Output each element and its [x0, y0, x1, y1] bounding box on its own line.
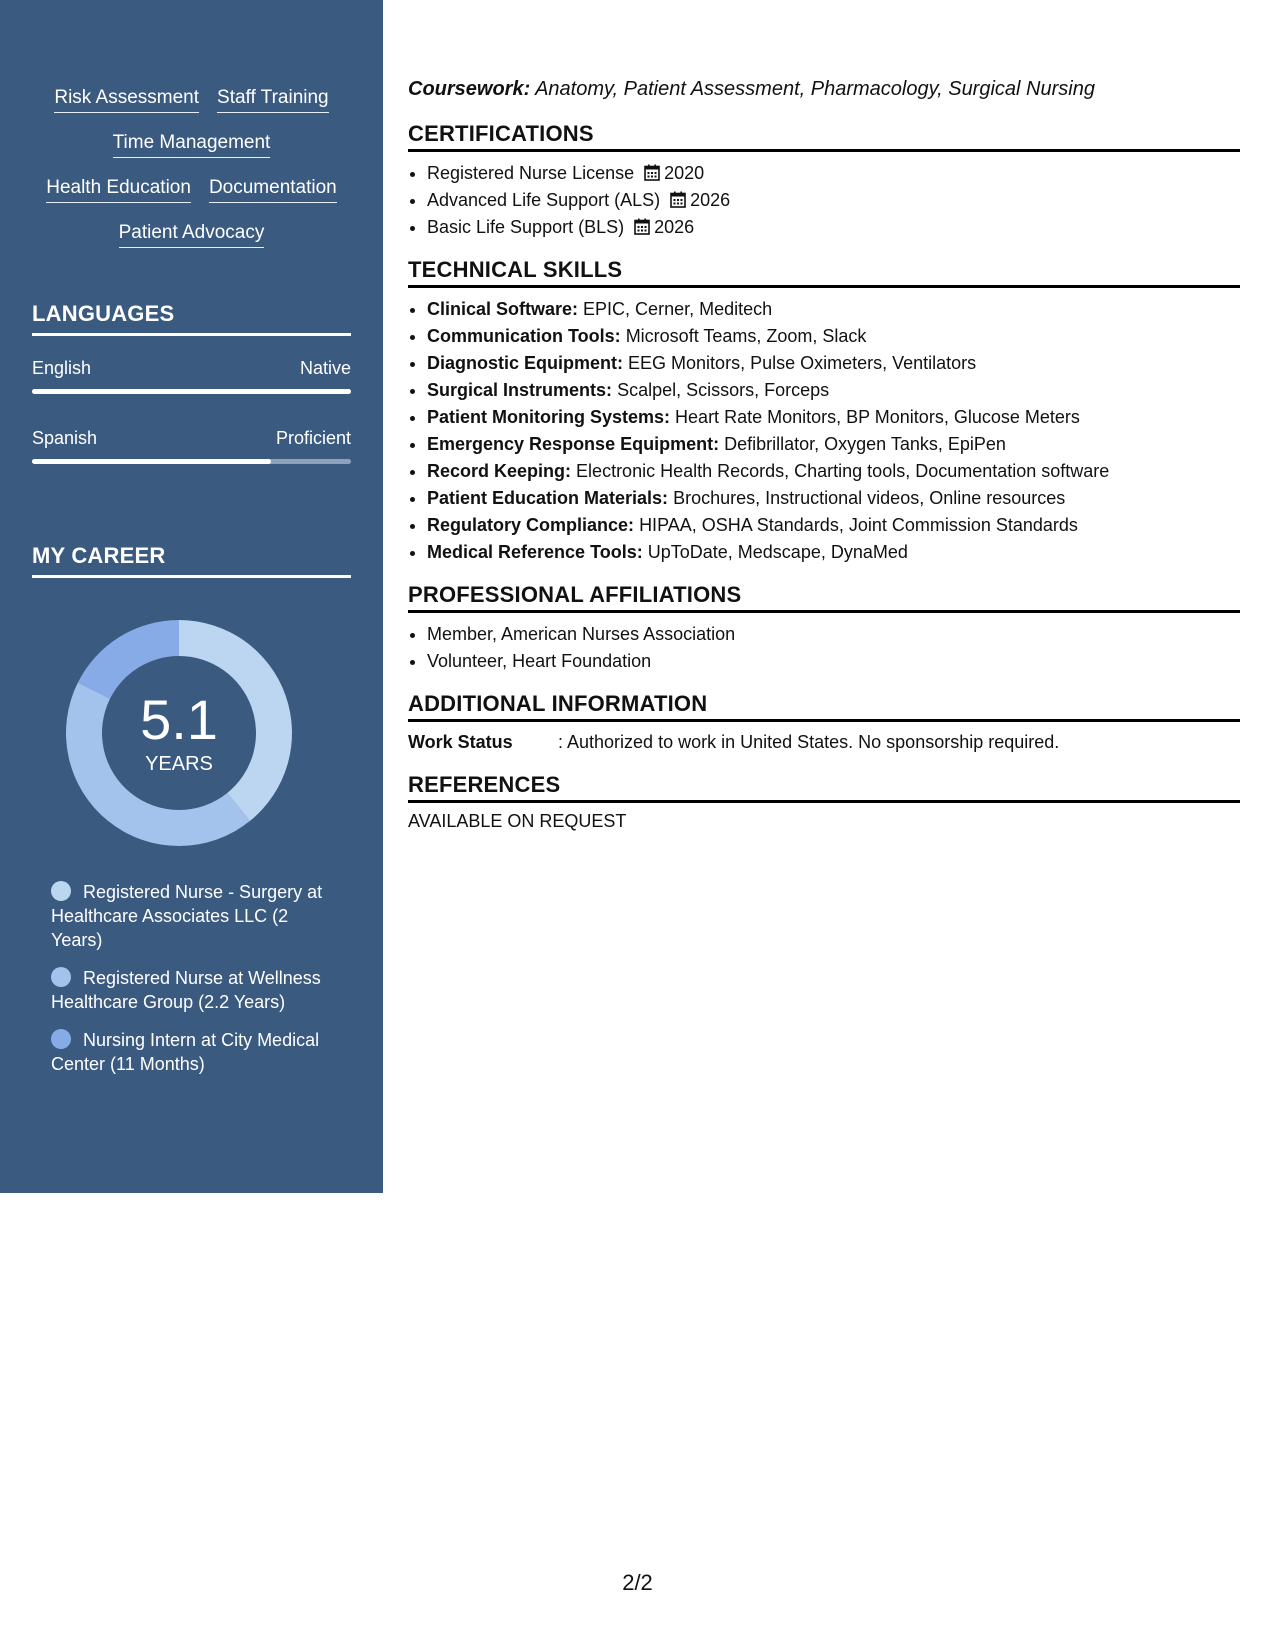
certification-item — [427, 160, 1240, 187]
main-content — [408, 78, 1240, 832]
calendar-icon — [670, 191, 686, 208]
career-dot-icon — [51, 1029, 71, 1049]
skill-value: HIPAA, OSHA Standards, Joint Commission Standards — [639, 515, 1078, 535]
certification-name: Advanced Life Support (ALS) — [427, 190, 661, 210]
career-heading: MY CAREER — [32, 543, 351, 578]
certification-year: 2026 — [654, 217, 695, 237]
language-english — [32, 358, 351, 394]
certification-year: 2020 — [664, 163, 705, 183]
skill-label: Emergency Response Equipment: — [427, 434, 720, 454]
skill-label: Communication Tools: — [427, 326, 621, 346]
coursework-label: Coursework: — [408, 78, 531, 100]
work-status — [408, 730, 1240, 754]
additional-info-heading: ADDITIONAL INFORMATION — [408, 691, 1240, 722]
skill-label: Medical Reference Tools: — [427, 542, 643, 562]
language-bar — [32, 459, 351, 464]
skill-label: Clinical Software: — [427, 299, 579, 319]
tag-health-education: Health Education — [46, 176, 191, 203]
tag-risk-assessment: Risk Assessment — [54, 86, 199, 113]
skill-tags — [32, 86, 351, 266]
career-item — [51, 1028, 331, 1076]
skill-label: Regulatory Compliance: — [427, 515, 635, 535]
skill-item — [427, 458, 1240, 485]
certification-name: Basic Life Support (BLS) — [427, 217, 625, 237]
language-bar — [32, 389, 351, 394]
certification-item — [427, 214, 1240, 241]
career-item-text: Registered Nurse at Wellness Healthcare Group (2.2 Years) — [51, 968, 321, 1012]
skill-label: Diagnostic Equipment: — [427, 353, 624, 373]
skill-value: Scalpel, Scissors, Forceps — [617, 380, 830, 400]
coursework-text: Anatomy, Patient Assessment, Pharmacology, Surgical Nursing — [535, 78, 1095, 100]
tag-row — [32, 176, 351, 203]
skill-value: UpToDate, Medscape, DynaMed — [647, 542, 908, 562]
affiliation-item: • Member, American Nurses Association — [427, 621, 1240, 648]
skill-item — [427, 539, 1240, 566]
skill-value: Brochures, Instructional videos, Online resources — [673, 488, 1066, 508]
career-item-text: Registered Nurse - Surgery at Healthcare Associates LLC (2 Years) — [51, 882, 323, 950]
certification-item — [427, 187, 1240, 214]
skill-value: Defibrillator, Oxygen Tanks, EpiPen — [724, 434, 1006, 454]
skill-value: Microsoft Teams, Zoom, Slack — [625, 326, 867, 346]
tag-staff-training: Staff Training — [217, 86, 329, 113]
career-item-text: Nursing Intern at City Medical Center (11 Months) — [51, 1030, 320, 1074]
language-name: English — [32, 358, 92, 378]
references-text: AVAILABLE ON REQUEST — [408, 811, 627, 831]
career-list — [51, 880, 331, 1090]
career-total-years: 5.1 — [140, 687, 218, 751]
affiliations-list — [408, 621, 1240, 675]
career-dot-icon — [51, 881, 71, 901]
skill-item — [427, 296, 1240, 323]
tag-documentation: Documentation — [209, 176, 337, 203]
technical-skills-list — [408, 296, 1240, 566]
skill-label: Record Keeping: — [427, 461, 572, 481]
language-name: Spanish — [32, 428, 98, 448]
work-status-label: Work Status — [408, 732, 513, 752]
tag-row — [32, 86, 351, 113]
skill-item — [427, 377, 1240, 404]
page-number: 2/2 — [622, 1570, 653, 1595]
career-donut-center — [66, 620, 292, 846]
skill-value: Electronic Health Records, Charting tools, Documentation software — [576, 461, 1110, 481]
career-item — [51, 880, 331, 952]
skill-item — [427, 485, 1240, 512]
calendar-icon — [634, 218, 650, 235]
skill-item — [427, 323, 1240, 350]
skill-label: Patient Monitoring Systems: — [427, 407, 671, 427]
language-bar-fill — [32, 459, 271, 464]
tag-row — [32, 131, 351, 158]
sidebar — [0, 0, 383, 1193]
work-status-value: : Authorized to work in United States. No sponsorship required. — [558, 732, 1060, 752]
skill-item — [427, 431, 1240, 458]
tag-patient-advocacy: Patient Advocacy — [119, 221, 265, 248]
skill-item — [427, 404, 1240, 431]
skill-value: EPIC, Cerner, Meditech — [583, 299, 773, 319]
certifications-list — [408, 160, 1240, 241]
language-level: Proficient — [275, 428, 351, 448]
career-total-unit: YEARS — [145, 752, 213, 775]
skill-item — [427, 350, 1240, 377]
career-item — [51, 966, 331, 1014]
technical-skills-heading: TECHNICAL SKILLS — [408, 257, 1240, 288]
tag-time-management: Time Management — [113, 131, 271, 158]
skill-value: Heart Rate Monitors, BP Monitors, Glucose Meters — [675, 407, 1080, 427]
career-dot-icon — [51, 967, 71, 987]
coursework — [408, 78, 1240, 101]
certification-year: 2026 — [690, 190, 731, 210]
tag-row — [32, 221, 351, 248]
certifications-heading: CERTIFICATIONS — [408, 121, 1240, 152]
language-level: Native — [299, 358, 351, 378]
affiliation-item: • Volunteer, Heart Foundation — [427, 648, 1240, 675]
skill-item — [427, 512, 1240, 539]
references-heading: REFERENCES — [408, 772, 1240, 803]
skill-label: Patient Education Materials: — [427, 488, 669, 508]
language-bar-fill — [32, 389, 351, 394]
language-spanish — [32, 428, 351, 464]
certification-name: Registered Nurse License — [427, 163, 635, 183]
calendar-icon — [644, 164, 660, 181]
skill-value: EEG Monitors, Pulse Oximeters, Ventilators — [628, 353, 977, 373]
skill-label: Surgical Instruments: — [427, 380, 613, 400]
affiliations-heading: PROFESSIONAL AFFILIATIONS — [408, 582, 1240, 613]
languages-heading: LANGUAGES — [32, 301, 351, 336]
